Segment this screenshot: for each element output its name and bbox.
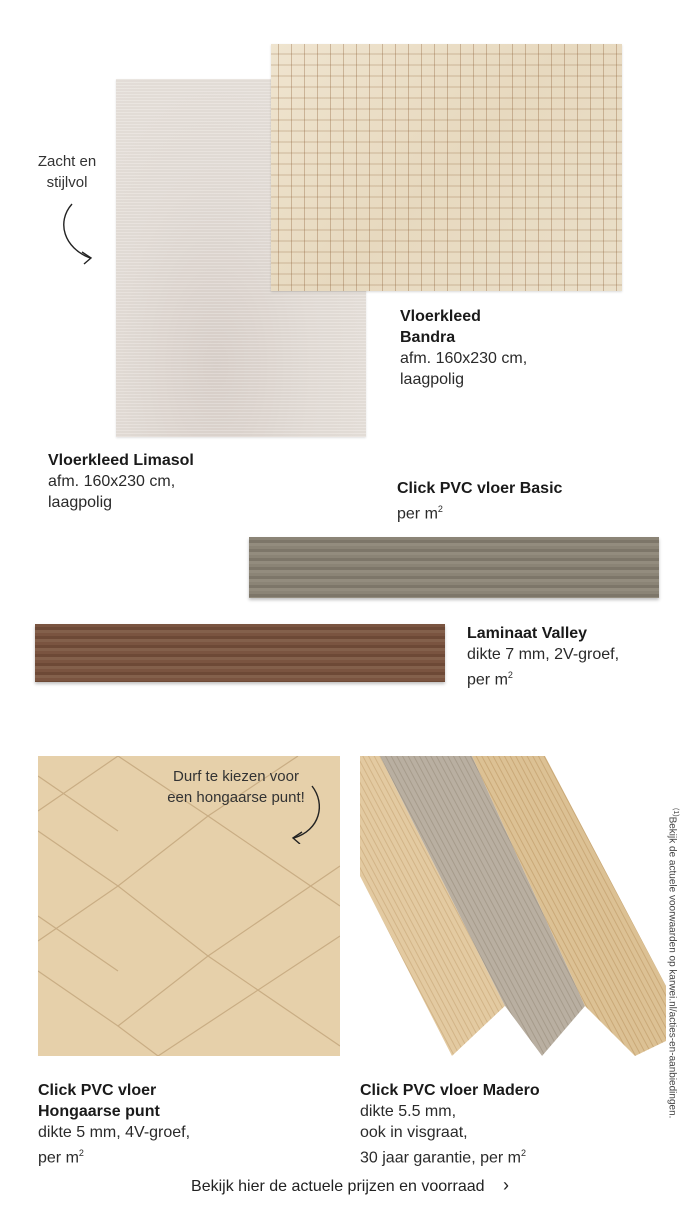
valley-title: Laminaat Valley (467, 625, 588, 642)
cta-label[interactable]: Bekijk hier de actuele prijzen en voorraad (191, 1178, 485, 1195)
basic-desc (397, 499, 562, 524)
hongaarse-note-line2: een hongaarse punt! (167, 789, 305, 806)
rug-bandra-image (271, 44, 622, 291)
madero-caption (360, 1080, 540, 1168)
limasol-title: Vloerkleed Limasol (48, 452, 194, 469)
curved-arrow-icon (58, 200, 100, 266)
bandra-desc-line2: laagpolig (400, 371, 465, 388)
chevron-right-icon[interactable]: › (502, 1175, 509, 1195)
basic-title: Click PVC vloer Basic (397, 480, 563, 497)
madero-desc-text: 30 jaar garantie, per m (360, 1149, 521, 1167)
valley-caption (467, 623, 619, 690)
hongaarse-desc-line2 (38, 1143, 190, 1168)
bandra-title-line1: Vloerkleed (400, 308, 481, 325)
madero-desc-line1: dikte 5.5 mm, (360, 1103, 457, 1120)
limasol-desc-line2: laagpolig (48, 494, 113, 511)
limasol-caption (48, 450, 194, 513)
hongaarse-title-line1: Click PVC vloer (38, 1082, 157, 1099)
planks-fanned (360, 756, 666, 1056)
basic-desc-sup: 2 (437, 504, 443, 514)
hongaarse-desc-sup: 2 (78, 1148, 84, 1158)
disclaimer-body: Bekijk de actuele voorwaarden op karwei.nl/acties-en-aanbiedingen. (666, 816, 678, 1119)
hongaarse-title-line2: Hongaarse punt (38, 1103, 160, 1120)
disclaimer (666, 808, 700, 1119)
plank-basic-image (249, 537, 659, 598)
disclaimer-marker: (1) (672, 808, 679, 817)
madero-title: Click PVC vloer Madero (360, 1082, 540, 1099)
curved-arrow-icon (286, 782, 326, 844)
rug-note (28, 151, 106, 193)
valley-desc-text: per m (467, 671, 508, 689)
valley-desc-line1: dikte 7 mm, 2V-groef, (467, 646, 620, 663)
bandra-title-line2: Bandra (400, 329, 456, 346)
plank-valley-image (35, 624, 445, 682)
limasol-desc-line1: afm. 160x230 cm, (48, 473, 176, 490)
bandra-desc-line1: afm. 160x230 cm, (400, 350, 528, 367)
disclaimer-text (667, 808, 679, 1118)
photo-madero (360, 756, 666, 1056)
madero-desc-line2: ook in visgraat, (360, 1124, 468, 1141)
basic-desc-text: per m (397, 505, 438, 523)
basic-caption (397, 478, 562, 524)
hongaarse-note-line1: Durf te kiezen voor (173, 768, 299, 785)
valley-desc-line2 (467, 665, 619, 690)
valley-desc-sup: 2 (507, 670, 513, 680)
rug-note-line2: stijlvol (46, 174, 88, 191)
hongaarse-desc-text: per m (38, 1149, 79, 1167)
madero-desc-sup: 2 (520, 1148, 526, 1158)
hongaarse-desc-line1: dikte 5 mm, 4V-groef, (38, 1124, 191, 1141)
rug-note-line1: Zacht en (37, 153, 97, 170)
cta-link[interactable] (0, 1175, 700, 1196)
bandra-caption (400, 306, 527, 390)
madero-desc-line3 (360, 1143, 540, 1168)
hongaarse-caption (38, 1080, 190, 1168)
